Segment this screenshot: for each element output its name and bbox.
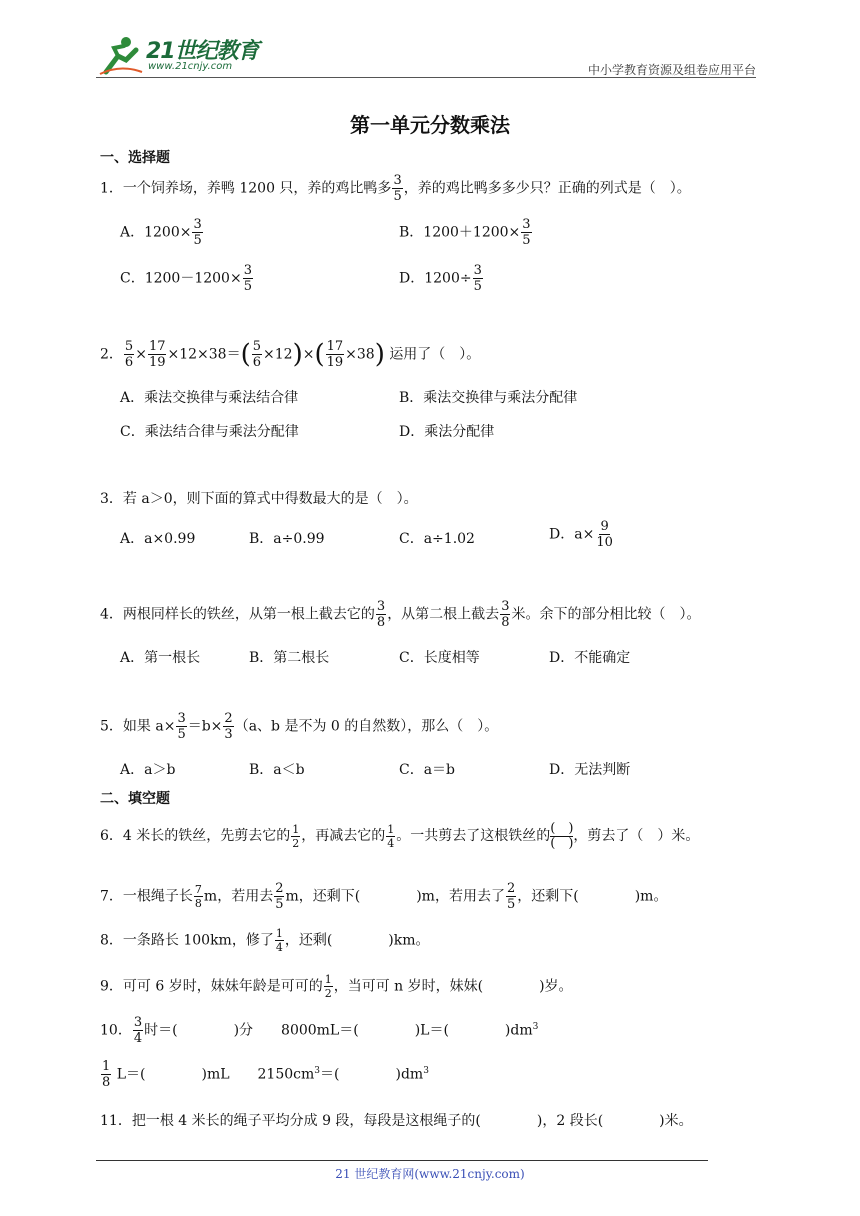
q3-option-a: A．a×0.99 [120, 531, 196, 547]
q1-option-d: D．1200÷ $\frac{3}{5}$ [399, 263, 482, 294]
logo-site: www.21cnjy.com [148, 61, 233, 72]
question-5: 5．如果 a× $\frac{3}{5}$ ＝b× $\frac{2}{3}$ （a、b 是不为 0 的自然数），那么（ ）。 [100, 711, 499, 742]
q1-option-c: C．1200－1200× $\frac{3}{5}$ [120, 263, 252, 294]
q4-option-a: A．第一根长 [120, 650, 201, 666]
section-heading-choice: 一、选择题 [100, 150, 170, 166]
q4-option-d: D．不能确定 [549, 650, 631, 666]
q3-option-c: C．a÷1.02 [399, 531, 475, 547]
header-platform-text: 中小学教育资源及组卷应用平台 [587, 63, 756, 77]
question-3: 3．若 a＞0，则下面的算式中得数最大的是（ ）。 [100, 491, 418, 507]
footer-divider [96, 1160, 708, 1161]
q4-option-c: C．长度相等 [399, 650, 480, 666]
q5-option-d: D．无法判断 [549, 762, 631, 778]
question-7: 7．一根绳子长 $\frac{7}{8}$ m，若用去 $\frac{2}{5}$ m，还剩下( )m，若用去了 $\frac{2}{5}$ ，还剩下( )m。 [100, 881, 668, 912]
q3-option-b: B．a÷0.99 [249, 531, 325, 547]
q2-option-a: A．乘法交换律与乘法结合律 [120, 390, 299, 406]
question-6: 6．4 米长的铁丝，先剪去它的 $\frac{1}{2}$ ，再减去它的 $\frac{1}{4}$ 。一共剪去了这根铁丝的 ( ) ( ) ，剪去了（ ）米。 [100, 821, 700, 851]
question-9: 9．可可 6 岁时，妹妹年龄是可可的 $\frac{1}{2}$ ，当可可 n 岁时，妹妹( )岁。 [100, 973, 573, 1000]
q4-option-b: B．第二根长 [249, 650, 330, 666]
question-1: 1．一个饲养场，养鸭 1200 只，养的鸡比鸭多 $\frac{3}{5}$ ，养的鸡比鸭多多少只？正确的列式是（ ）。 [100, 173, 691, 204]
q2-option-c: C．乘法结合律与乘法分配律 [120, 424, 299, 440]
q3-option-d: D．a× $\frac{9}{10}$ [549, 519, 613, 550]
q2-option-d: D．乘法分配律 [399, 424, 495, 440]
question-10-line-1: 10． $\frac{3}{4}$ 时＝( )分 8000mL＝( )L＝( )$dm^3$ [100, 1015, 539, 1046]
question-8: 8．一条路长 100km，修了 $\frac{1}{4}$ ，还剩( )km。 [100, 927, 430, 954]
q1-option-b: B．1200＋1200× $\frac{3}{5}$ [399, 217, 531, 248]
fraction: $\frac{3}{5}$ [393, 173, 402, 204]
question-10-line-2: $\frac{1}{8}$ L＝( )mL $2150cm^3=$( )$dm^3$ [102, 1059, 429, 1090]
q5-option-c: C．a＝b [399, 762, 456, 778]
footer-text[interactable]: 21 世纪教育网(www.21cnjy.com) [335, 1167, 525, 1181]
page-title: 第一单元分数乘法 [350, 113, 510, 137]
q5-option-b: B．a＜b [249, 762, 305, 778]
blank-fraction[interactable]: ( ) ( ) [550, 821, 574, 851]
question-11: 11．把一根 4 米长的绳子平均分成 9 段，每段是这根绳子的( )，2 段长( )米。 [100, 1113, 693, 1129]
runner-logo-icon [96, 34, 144, 78]
q5-option-a: A．a＞b [120, 762, 176, 778]
question-4: 4．两根同样长的铁丝，从第一根上截去它的 $\frac{3}{8}$ ，从第二根上截去 $\frac{3}{8}$ 米。余下的部分相比较（ ）。 [100, 599, 701, 630]
site-logo [96, 34, 266, 78]
section-heading-fill: 二、填空题 [100, 791, 170, 807]
logo-text: 21世纪教育 [146, 39, 259, 64]
question-2: 2． $\frac{5}{6}$ × $\frac{17}{19}$ ×12×38＝( $\frac{5}{6}$ ×12)×( $\frac{17}{19}$ ×38) 运用了（ ）。 [100, 339, 481, 370]
q1-option-a: A．1200× $\frac{3}{5}$ [120, 217, 202, 248]
header-divider [96, 77, 756, 78]
q2-option-b: B．乘法交换律与乘法分配律 [399, 390, 578, 406]
